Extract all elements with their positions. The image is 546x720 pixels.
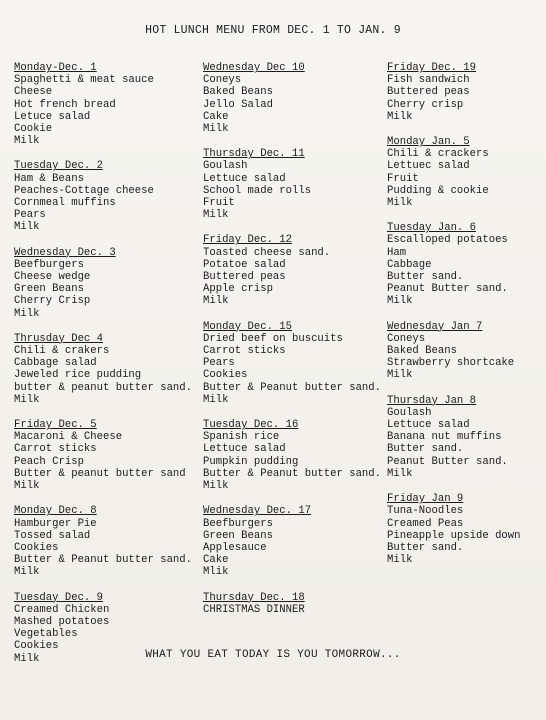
menu-item: Milk <box>14 652 40 665</box>
menu-item: Banana nut muffins <box>387 431 502 444</box>
menu-item: Milk <box>203 295 229 308</box>
menu-item: Milk <box>14 566 40 579</box>
day-menu <box>203 505 388 578</box>
footer-slogan: WHAT YOU EAT TODAY IS YOU TOMORROW... <box>145 649 401 661</box>
menu-item: Creamed Chicken <box>14 603 110 616</box>
menu-column-3 <box>387 62 542 579</box>
menu-item: Peach Crisp <box>14 455 84 468</box>
menu-item: Potatoe salad <box>203 258 286 271</box>
menu-item: Mashed potatoes <box>14 615 110 628</box>
menu-item: Cookie <box>14 123 53 136</box>
menu-item: Milk <box>387 197 413 210</box>
day-menu <box>387 62 542 123</box>
day-heading: Tuesday Jan. 6 <box>387 222 477 235</box>
menu-item: Cabbage salad <box>14 357 97 370</box>
page-title: HOT LUNCH MENU FROM DEC. 1 TO JAN. 9 <box>145 24 401 37</box>
menu-item: butter & peanut butter sand. <box>14 381 193 394</box>
menu-item: Ham & Beans <box>14 172 84 185</box>
day-heading: Friday Dec. 5 <box>14 419 97 432</box>
day-heading: Friday Dec. 19 <box>387 62 477 74</box>
menu-item: Ham <box>387 246 407 259</box>
menu-column-1 <box>14 62 204 678</box>
menu-item: Spanish rice <box>203 431 280 444</box>
day-menu <box>14 419 204 492</box>
menu-item: Peanut Butter sand. <box>387 455 508 468</box>
menu-item: Cookies <box>203 369 248 382</box>
menu-item: Cheese wedge <box>14 271 91 284</box>
menu-item: Pears <box>203 357 235 370</box>
menu-item: Butter & Peanut butter sand. <box>203 381 382 394</box>
day-menu <box>203 592 388 616</box>
day-menu <box>387 395 542 480</box>
menu-item: School made rolls <box>203 184 312 197</box>
menu-item: Dried beef on buscuits <box>203 332 343 345</box>
menu-item: Jello Salad <box>203 98 273 111</box>
menu-item: Mlik <box>203 566 229 579</box>
day-heading: Wednesday Jan 7 <box>387 320 483 333</box>
menu-item: Cookies <box>14 541 59 554</box>
menu-item: Milk <box>387 467 413 480</box>
menu-item: Apple crisp <box>203 283 273 296</box>
menu-item: Escalloped potatoes <box>387 234 508 247</box>
menu-item: Chili & crackers <box>387 148 489 161</box>
menu-item: Green Beans <box>14 283 84 296</box>
menu-item: Coneys <box>203 74 242 87</box>
day-heading: Tuesday Dec. 16 <box>203 419 299 432</box>
menu-item: Cabbage <box>387 258 432 271</box>
menu-item: Letuce salad <box>14 110 91 123</box>
day-heading: Thursday Dec. 18 <box>203 591 305 604</box>
day-heading: Wednesday Dec 10 <box>203 62 305 74</box>
day-heading: Monday Dec. 8 <box>14 505 97 518</box>
menu-item: Cheese <box>14 86 53 99</box>
menu-item: Milk <box>387 295 413 308</box>
menu-item: Milk <box>203 480 229 493</box>
menu-item: Butter sand. <box>387 541 464 554</box>
menu-item: Milk <box>203 123 229 136</box>
menu-item: Spaghetti & meat sauce <box>14 74 154 87</box>
menu-item: Lettuce salad <box>387 419 470 432</box>
menu-item: Pumpkin pudding <box>203 455 299 468</box>
menu-item: Milk <box>14 393 40 406</box>
menu-item: Peanut Butter sand. <box>387 283 508 296</box>
day-menu <box>14 62 204 147</box>
menu-item: Jeweled rice pudding <box>14 369 142 382</box>
menu-item: Beefburgers <box>203 517 273 530</box>
menu-item: Goulash <box>387 406 432 419</box>
day-heading: Tuesday Dec. 9 <box>14 591 104 604</box>
menu-item: Butter sand. <box>387 271 464 284</box>
menu-item: Chili & crakers <box>14 345 110 358</box>
day-menu <box>14 160 204 233</box>
menu-item: Goulash <box>203 160 248 173</box>
menu-item: Baked Beans <box>387 345 457 358</box>
day-heading: Wednesday Dec. 3 <box>14 246 116 259</box>
menu-item: Milk <box>14 221 40 234</box>
menu-item: Coneys <box>387 332 426 345</box>
menu-item: Macaroni & Cheese <box>14 431 123 444</box>
menu-item: Cake <box>203 554 229 567</box>
day-heading: Friday Jan 9 <box>387 493 464 506</box>
menu-item: Lettuce salad <box>203 443 286 456</box>
menu-item: Milk <box>14 135 40 148</box>
menu-item: Cherry crisp <box>387 98 464 111</box>
menu-item: Pineapple upside down <box>387 529 521 542</box>
day-heading: Wednesday Dec. 17 <box>203 505 312 518</box>
day-menu <box>14 505 204 578</box>
menu-item: Cookies <box>14 640 59 653</box>
day-menu <box>387 493 542 566</box>
menu-item: Peaches-Cottage cheese <box>14 184 154 197</box>
menu-item: Hamburger Pie <box>14 517 97 530</box>
menu-item: Tuna-Noodles <box>387 505 464 518</box>
day-menu <box>203 148 388 221</box>
menu-item: Milk <box>387 554 413 567</box>
menu-item: Buttered peas <box>203 271 286 284</box>
menu-item: Creamed Peas <box>387 517 464 530</box>
day-menu <box>203 321 388 406</box>
menu-item: Green Beans <box>203 529 273 542</box>
menu-item: Butter & peanut butter sand <box>14 467 186 480</box>
menu-item: Beefburgers <box>14 258 84 271</box>
menu-item: Buttered peas <box>387 86 470 99</box>
day-heading: Thrusday Dec 4 <box>14 332 104 345</box>
menu-item: Carrot sticks <box>203 345 286 358</box>
menu-item: CHRISTMAS DINNER <box>203 603 305 616</box>
menu-item: Toasted cheese sand. <box>203 246 331 259</box>
menu-item: Baked Beans <box>203 86 273 99</box>
day-menu <box>14 247 204 320</box>
menu-item: Milk <box>387 369 413 382</box>
day-menu <box>14 333 204 406</box>
menu-item: Lettuec salad <box>387 160 470 173</box>
day-heading: Monday Jan. 5 <box>387 136 470 149</box>
day-menu <box>203 419 388 492</box>
menu-item: Cornmeal muffins <box>14 197 116 210</box>
menu-item: Milk <box>14 480 40 493</box>
day-heading: Monday-Dec. 1 <box>14 62 97 74</box>
day-menu <box>203 62 388 135</box>
menu-item: Fish sandwich <box>387 74 470 87</box>
menu-item: Hot french bread <box>14 98 116 111</box>
menu-item: Pears <box>14 209 46 222</box>
menu-item: Lettuce salad <box>203 172 286 185</box>
menu-item: Cherry Crisp <box>14 295 91 308</box>
menu-item: Tossed salad <box>14 529 91 542</box>
menu-column-2 <box>203 62 388 629</box>
day-heading: Thursday Dec. 11 <box>203 148 305 161</box>
day-menu <box>387 321 542 382</box>
menu-item: Fruit <box>203 197 235 210</box>
menu-item: Fruit <box>387 172 419 185</box>
menu-item: Pudding & cookie <box>387 184 489 197</box>
day-heading: Tuesday Dec. 2 <box>14 160 104 173</box>
menu-item: Applesauce <box>203 541 267 554</box>
menu-item: Cake <box>203 110 229 123</box>
menu-item: Milk <box>14 307 40 320</box>
menu-item: Milk <box>203 393 229 406</box>
menu-item: Milk <box>203 209 229 222</box>
day-heading: Thursday Jan 8 <box>387 394 477 407</box>
menu-item: Carrot sticks <box>14 443 97 456</box>
menu-item: Butter & Peanut butter sand. <box>203 467 382 480</box>
menu-item: Butter & Peanut butter sand. <box>14 554 193 567</box>
day-menu <box>203 234 388 307</box>
day-heading: Monday Dec. 15 <box>203 320 293 333</box>
day-menu <box>387 136 542 209</box>
menu-item: Strawberry shortcake <box>387 357 515 370</box>
menu-item: Vegetables <box>14 628 78 641</box>
day-menu <box>387 222 542 307</box>
day-heading: Friday Dec. 12 <box>203 234 293 247</box>
menu-item: Milk <box>387 110 413 123</box>
menu-item: Butter sand. <box>387 443 464 456</box>
